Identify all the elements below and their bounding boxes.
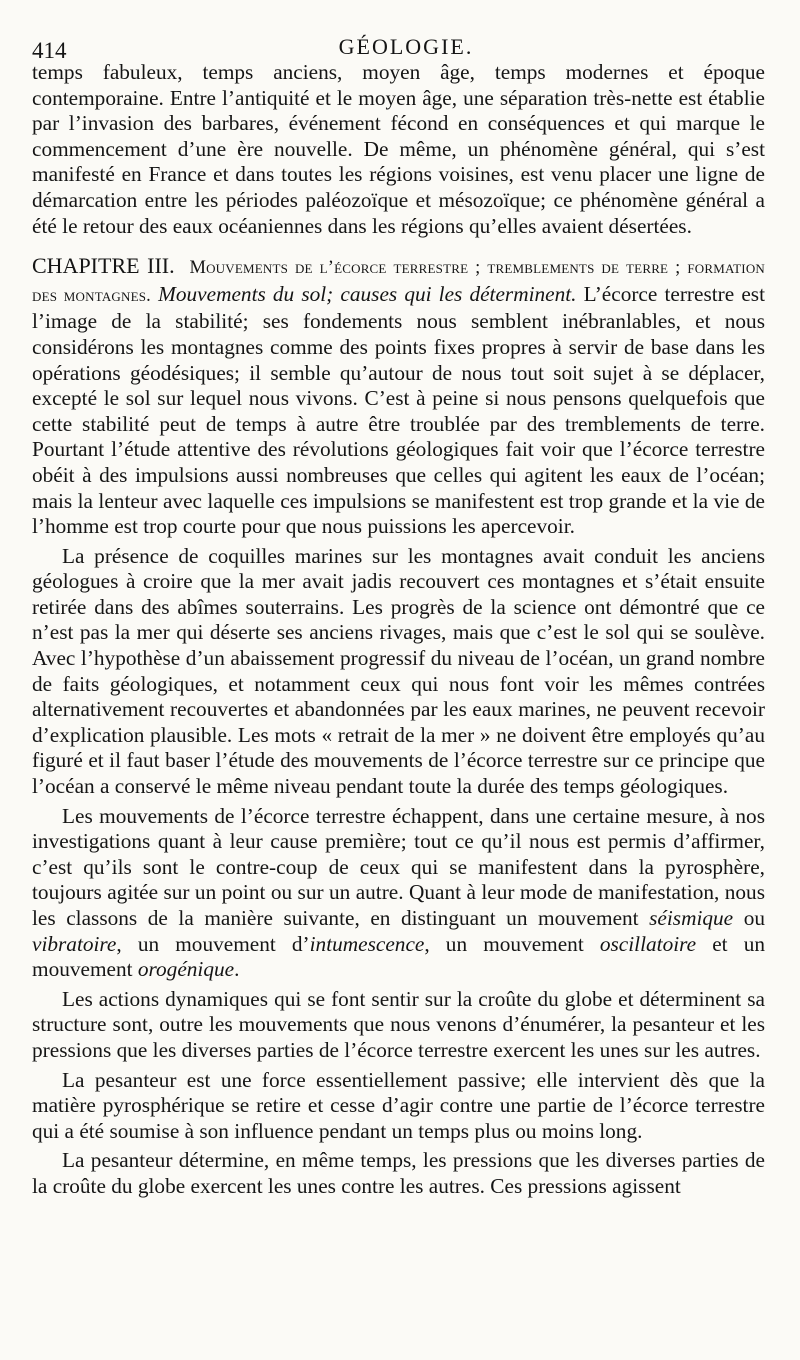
text-run: . — [234, 957, 240, 982]
term-vibratoire: vibratoire — [32, 931, 117, 956]
chapter-block — [32, 253, 765, 540]
text-run: et un mouvement — [32, 931, 765, 982]
text-run: , un mouvement — [424, 931, 600, 956]
chapter-text: L’écorce terrestre est l’image de la stabilité; ses fondements nous semblent inébranlables, et nous considérons les montagnes comme des points fixes propres à servir de base dans les opérations géodésiques; il semble qu’autour de nous tout soit sujet à se déplacer, excepté le sol sur lequel nous vivons. C’est à peine si nous pensons quelquefois que cette stabilité peut de temps à autre être troublée par des tremblements de terre. Pourtant l’étude attentive des révolutions géologiques fait voir que l’écorce terrestre obéit à des impulsions aussi nombreuses que celles qui agitent les eaux de l’océan; mais la lenteur avec laquelle ces impulsions se manifestent est trop grande et la vie de l’homme est trop courte pour que nous puissions les apercevoir. — [32, 281, 766, 539]
term-intumescence: intumescence — [309, 931, 425, 956]
term-seismique: séismique — [649, 906, 734, 930]
paragraph-movements — [32, 804, 765, 983]
paragraph-shells: La présence de coquilles marines sur les montagnes avait conduit les anciens géologues à croire que la mer avait jadis recouvert ces montagnes et s’était ensuite retirée dans des abîmes souterrains. Les progrès de la science ont démontré que ce n’est pas la mer qui déserte ses anciens rivages, mais que c’est le sol qui se soulève. Avec l’hypothèse d’un abaissement progressif du niveau de l’océan, un grand nombre de faits géologiques, et notamment ceux qui nous font voir les mêmes contrées alternativement recouvertes et abandonnées par les eaux marines, ne peuvent recevoir d’explication plausible. Les mots « retrait de la mer » ne doivent être employés qu’au figuré et il faut baser l’étude des mouvements de l’écorce terrestre sur ce principe que l’océan a conservé le même niveau pendant toute la durée des temps géologiques. — [32, 543, 765, 799]
section-heading: Mouvements du sol; causes qui les déterminent. — [158, 281, 577, 306]
page-body — [32, 60, 765, 1200]
page-number: 414 — [32, 38, 67, 63]
term-oscillatoire: oscillatoire — [599, 931, 697, 956]
running-title: GÉOLOGIE. — [338, 34, 474, 59]
paragraph-intro: temps fabuleux, temps anciens, moyen âge, temps modernes et époque contemporaine. Entre l’antiquité et le moyen âge, une séparation très-nette est établie par l’invasion des barbares, événement fécond en conséquences et qui marque le commencement d’une ère nouvelle. De même, un phénomène général, qui s’est manifesté en France et dans toutes les régions voisines, est venu placer une ligne de démarcation entre les périodes paléozoïque et mésozoïque; ce phénomène général a été le retour des eaux océaniennes dans les régions qu’elles avaient désertées. — [32, 60, 765, 238]
text-run: Les mouvements de l’écorce terrestre échappent, dans une certaine mesure, à nos investigations quant à leur cause première; tout ce qu’il nous est permis d’affirmer, c’est qu’ils sont le contre-coup de ceux qui se manifestent dans la pyrosphère, toujours agitée sur un point ou sur un autre. Quant à leur mode de manifestation, nous les classons de la manière suivante, en distinguant un mouvement — [32, 803, 765, 930]
paragraph-dynamic-actions: Les actions dynamiques qui se font sentir sur la croûte du globe et déterminent sa structure sont, outre les mouvements que nous venons d’énumérer, la pesanteur et les pressions que les diverses parties de l’écorce terrestre exercent les unes sur les autres. — [32, 986, 765, 1062]
text-run: ou — [733, 906, 765, 930]
term-orogenique: orogénique — [137, 957, 235, 982]
chapter-label: CHAPITRE III. — [32, 253, 175, 279]
paragraph-pesanteur: La pesanteur est une force essentiellement passive; elle intervient dès que la matière pyrosphérique se retire et cesse d’agir contre une partie de l’écorce terrestre qui a été soumise à son influence pendant un temps plus ou moins long. — [32, 1067, 765, 1143]
chapter-heading: Mouvements de l’écorce terrestre ; tremblements de terre ; formation des montagnes. — [32, 258, 765, 306]
paragraph-pressions: La pesanteur détermine, en même temps, les pressions que les diverses parties de la croûte du globe exercent les unes contre les autres. Ces pressions agissent — [32, 1148, 765, 1198]
text-run: , un mouvement d’ — [116, 931, 310, 956]
page-header — [32, 32, 780, 62]
